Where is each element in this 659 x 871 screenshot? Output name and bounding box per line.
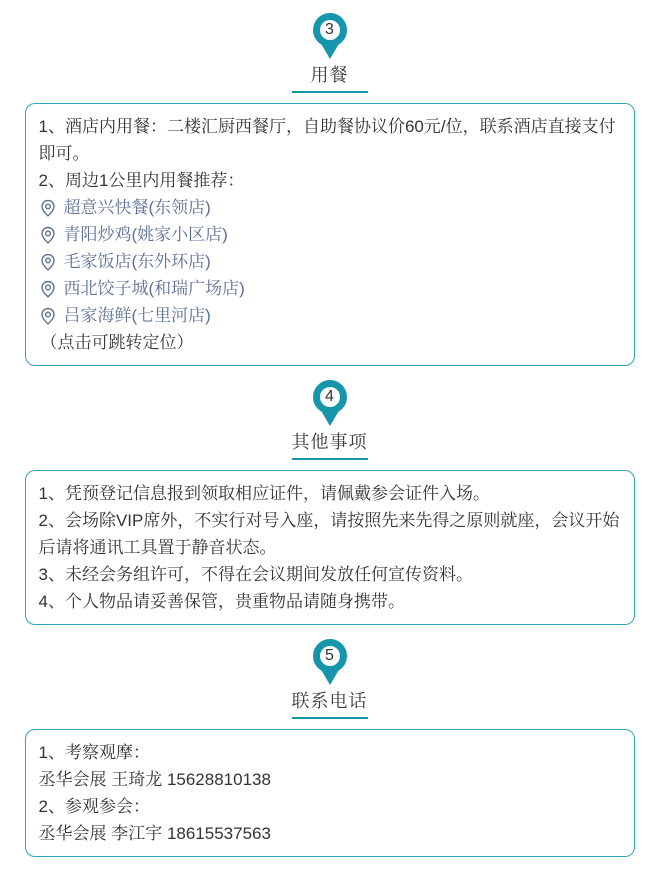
restaurant-item[interactable] [39, 275, 621, 302]
note-line: 1、凭预登记信息报到领取相应证件，请佩戴参会证件入场。 [38, 484, 490, 503]
location-pin-icon [39, 199, 57, 217]
section-marker-5 [311, 639, 349, 687]
location-jump-note: （点击可跳转定位） [40, 333, 194, 352]
section-number: 5 [325, 647, 334, 664]
restaurant-item[interactable] [39, 221, 621, 248]
section-title-contact: 联系电话 [291, 691, 368, 711]
location-pin-icon [39, 280, 57, 298]
restaurant-name: 西北饺子城(和瑞广场店) [63, 279, 245, 298]
section-title-other: 其他事项 [291, 432, 368, 452]
contact-line: 2、参观参会： [38, 797, 150, 816]
section-number: 3 [325, 21, 334, 38]
title-underline [292, 717, 368, 719]
title-underline [292, 91, 368, 93]
note-line: 4、个人物品请妥善保管，贵重物品请随身携带。 [38, 592, 405, 611]
title-underline [292, 458, 368, 460]
note-line: 2、会场除VIP席外，不实行对号入座，请按照先来先得之原则就座，会议开始后请将通讯工具置于静音状态。 [38, 511, 620, 557]
section-number: 4 [325, 388, 334, 405]
restaurant-item[interactable] [39, 302, 621, 329]
note-line: 3、未经会务组许可，不得在会议期间发放任何宣传资料。 [38, 565, 473, 584]
other-notes-box [25, 470, 635, 625]
dining-line-2: 2、周边1公里内用餐推荐： [38, 171, 245, 190]
restaurant-name: 毛家饭店(东外环店) [63, 252, 211, 271]
restaurant-item[interactable] [39, 194, 621, 221]
restaurant-name: 超意兴快餐(东领店) [63, 198, 211, 217]
restaurant-item[interactable] [39, 248, 621, 275]
contact-line: 丞华会展 李江宇 18615537563 [38, 824, 271, 843]
restaurant-name: 青阳炒鸡(姚家小区店) [63, 225, 228, 244]
section-title-dining: 用餐 [310, 65, 349, 85]
section-marker-4 [311, 380, 349, 428]
section-header-other [0, 380, 659, 460]
location-pin-icon [39, 253, 57, 271]
section-marker-3 [311, 13, 349, 61]
section-header-contact [0, 639, 659, 719]
contact-line: 1、考察观摩： [38, 743, 150, 762]
location-pin-icon [39, 226, 57, 244]
dining-line-1: 1、酒店内用餐：二楼汇厨西餐厅，自助餐协议价60元/位，联系酒店直接支付即可。 [38, 117, 616, 163]
dining-info-box [25, 103, 635, 366]
location-pin-icon [39, 307, 57, 325]
restaurant-name: 吕家海鲜(七里河店) [63, 306, 211, 325]
contact-box [25, 729, 635, 857]
section-header-dining [0, 13, 659, 93]
contact-line: 丞华会展 王琦龙 15628810138 [38, 770, 271, 789]
